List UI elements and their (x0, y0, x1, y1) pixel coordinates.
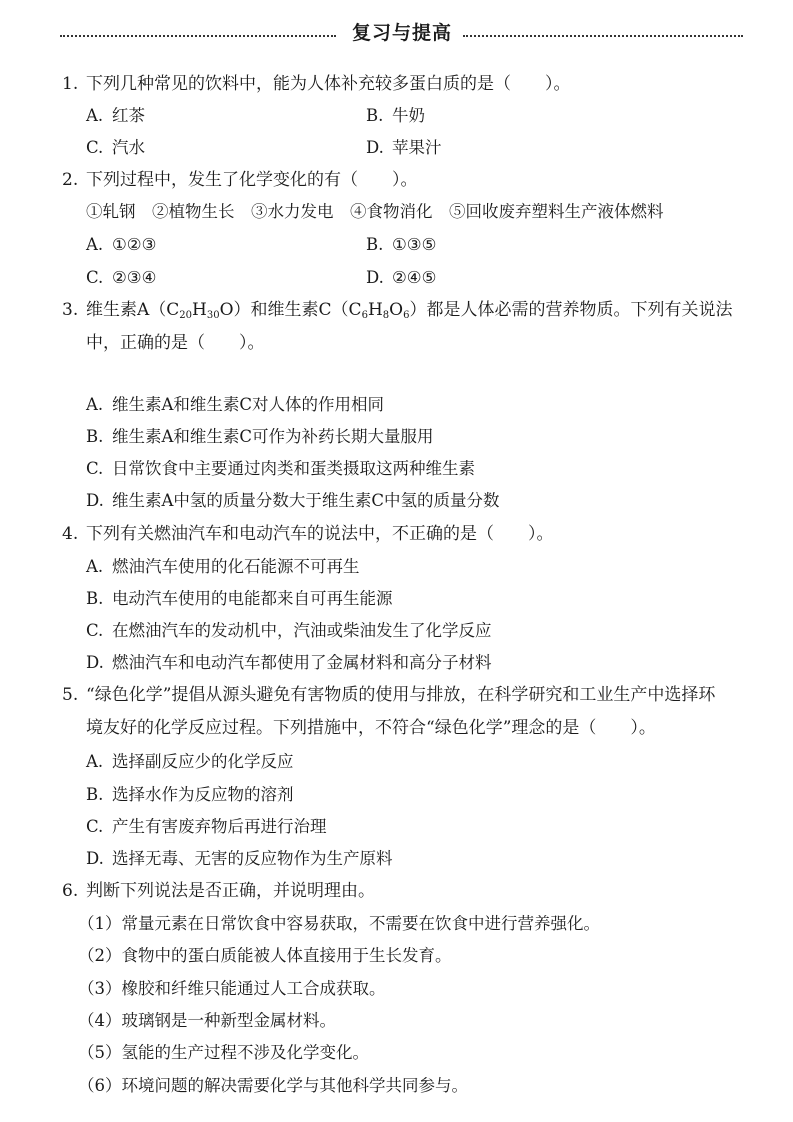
option-d: D. 选择无毒、无害的反应物作为生产原料 (86, 849, 393, 868)
header-dotted-rule-left (60, 35, 336, 37)
option-d: D. ②④⑤ (366, 268, 437, 287)
question-stem: 下列几种常见的饮料中，能为人体补充较多蛋白质的是（ ）。 (86, 74, 571, 94)
section-title: 复习与提高 (351, 22, 452, 44)
option-b: B. 选择水作为反应物的溶剂 (86, 785, 294, 804)
question-stem: 维生素$A(C_{20}H_{30}O)$和维生素$C(C_6H_8O_6)$都是人体必需的营养物质。下列有关说法 (86, 300, 733, 321)
option-b: B. 电动汽车使用的电能都来自可再生能源 (86, 589, 393, 608)
statement-5: （5）氢能的生产过程不涉及化学变化。 (78, 1043, 369, 1062)
statement-2: （2）食物中的蛋白质能被人体直接用于生长发育。 (78, 946, 452, 965)
statement-4: （4）玻璃钢是一种新型金属材料。 (78, 1011, 336, 1030)
option-c: C. 产生有害废弃物后再进行治理 (86, 817, 327, 836)
question-stem: 下列有关燃油汽车和电动汽车的说法中，不正确的是（ ）。 (86, 524, 554, 544)
option-a: A. 红茶 (86, 106, 145, 125)
statement-6: （6）环境问题的解决需要化学与其他科学共同参与。 (78, 1076, 468, 1095)
question-number: 5. (62, 685, 79, 705)
question-number: 2. (62, 170, 79, 190)
option-d: D. 维生素A中氢的质量分数大于维生素C中氢的质量分数 (86, 491, 500, 510)
option-b: B. 牛奶 (366, 106, 425, 125)
statement-1: （1）常量元素在日常饮食中容易获取，不需要在饮食中进行营养强化。 (78, 914, 600, 933)
question-number: 4. (62, 524, 79, 544)
option-d: D. 苹果汁 (366, 138, 442, 157)
formula-vitamin-a: $C_{20}H_{30}O$ (166, 300, 234, 321)
option-a: A. 维生素A和维生素C对人体的作用相同 (86, 395, 385, 414)
formula-vitamin-c: $C_6H_8O_6$ (348, 300, 410, 321)
option-b: B. 维生素A和维生素C可作为补药长期大量服用 (86, 427, 434, 446)
question-stem: 下列过程中，发生了化学变化的有（ ）。 (86, 170, 418, 190)
option-b: B. ①③⑤ (366, 235, 437, 254)
section-header (60, 18, 743, 50)
option-c: C. 日常饮食中主要通过肉类和蛋类摄取这两种维生素 (86, 459, 475, 478)
option-c: C. ②③④ (86, 268, 157, 287)
question-number: 6. (62, 881, 79, 901)
question-number: 3. (62, 300, 79, 320)
question-stem: 判断下列说法是否正确，并说明理由。 (86, 881, 375, 901)
question-stem: “绿色化学”提倡从源头避免有害物质的使用与排放，在科学研究和工业生产中选择环 (86, 685, 716, 705)
option-a: A. ①②③ (86, 235, 157, 254)
option-a: A. 燃油汽车使用的化石能源不可再生 (86, 557, 360, 576)
process-list: ①轧钢 ②植物生长 ③水力发电 ④食物消化 ⑤回收废弃塑料生产液体燃料 (86, 202, 664, 221)
option-c: C. 汽水 (86, 138, 145, 157)
statement-3: （3）橡胶和纤维只能通过人工合成获取。 (78, 979, 386, 998)
option-a: A. 选择副反应少的化学反应 (86, 752, 294, 771)
option-d: D. 燃油汽车和电动汽车都使用了金属材料和高分子材料 (86, 653, 492, 672)
option-c: C. 在燃油汽车的发动机中，汽油或柴油发生了化学反应 (86, 621, 492, 640)
header-dotted-rule-right (463, 35, 743, 37)
question-stem-line2: 境友好的化学反应过程。下列措施中，不符合“绿色化学”理念的是（ ）。 (86, 718, 656, 738)
question-stem-line2: 中，正确的是（ ）。 (86, 333, 265, 353)
question-number: 1. (62, 74, 79, 94)
